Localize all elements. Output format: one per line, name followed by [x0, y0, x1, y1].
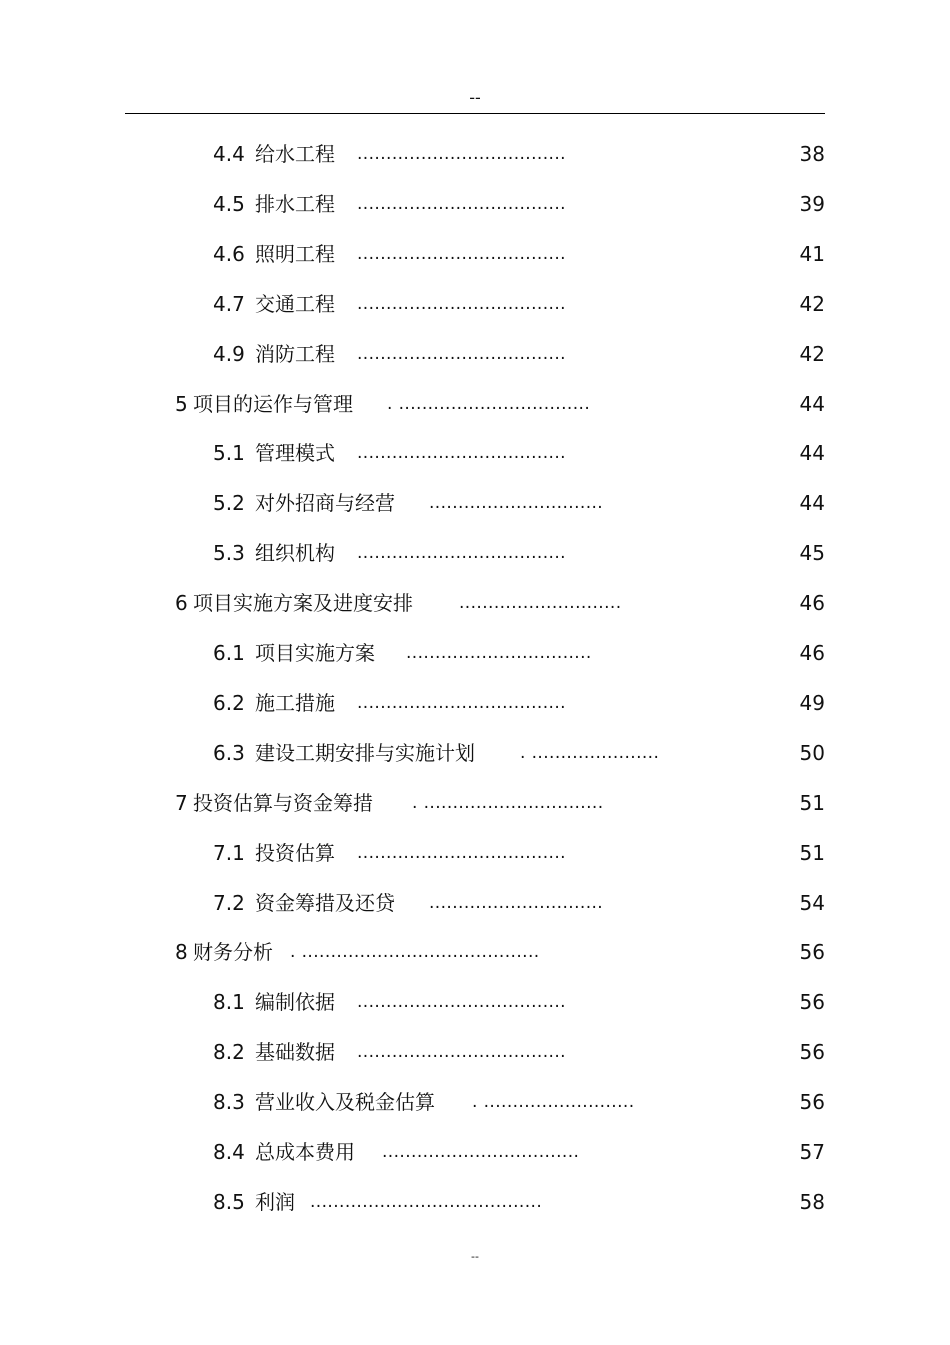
toc-page-number: 46 — [799, 591, 825, 616]
toc-section-entry[interactable] — [0, 488, 950, 518]
toc-page-number: 42 — [799, 291, 825, 316]
toc-page-number: 56 — [799, 1040, 825, 1065]
toc-entry-number: 7.2 — [213, 890, 245, 915]
toc-dot-leader: . ................................. — [387, 393, 591, 414]
toc-dot-leader: .................................... — [357, 243, 566, 264]
toc-entry-title: 施工措施 — [255, 690, 335, 715]
toc-page-number: 44 — [799, 491, 825, 516]
toc-entry-number: 7 — [175, 790, 188, 815]
toc-section-entry[interactable] — [0, 339, 950, 369]
toc-dot-leader: .................................... — [357, 293, 566, 314]
toc-entry-number: 6 — [175, 591, 188, 616]
toc-entry-title: 基础数据 — [255, 1040, 335, 1065]
toc-section-entry[interactable] — [0, 838, 950, 868]
toc-page-number: 57 — [799, 1140, 825, 1164]
toc-entry-title: 给水工程 — [255, 142, 335, 166]
toc-dot-leader: . ...................... — [520, 742, 660, 763]
toc-entry-number: 5.3 — [213, 541, 245, 566]
toc-entry-title: 交通工程 — [255, 291, 335, 316]
toc-entry-title: 对外招商与经营 — [255, 491, 395, 516]
toc-entry-number: 8.1 — [213, 990, 245, 1015]
toc-dot-leader: .................................... — [357, 992, 566, 1013]
toc-page-number: 51 — [799, 790, 825, 815]
toc-dot-leader: .................................... — [357, 1042, 566, 1063]
toc-chapter-entry[interactable] — [0, 788, 950, 818]
toc-page-number: 56 — [799, 1090, 825, 1115]
toc-page-number: 39 — [799, 191, 825, 216]
toc-dot-leader: . ......................................... — [290, 942, 540, 963]
toc-dot-leader: .................................. — [382, 1142, 580, 1162]
toc-section-entry[interactable] — [0, 139, 950, 169]
toc-entry-title: 排水工程 — [255, 191, 335, 216]
toc-page-number: 49 — [799, 690, 825, 715]
toc-entry-title: 营业收入及税金估算 — [255, 1090, 435, 1115]
toc-page-number: 58 — [799, 1189, 825, 1214]
toc-page-number: 44 — [799, 391, 825, 416]
toc-entry-number: 8 — [175, 940, 188, 965]
toc-entry-title: 总成本费用 — [255, 1140, 355, 1164]
toc-section-entry[interactable] — [0, 189, 950, 219]
toc-page-number: 42 — [799, 341, 825, 366]
toc-entry-number: 5.1 — [213, 441, 245, 466]
toc-page-number: 44 — [799, 441, 825, 466]
toc-entry-number: 6.1 — [213, 641, 245, 665]
toc-chapter-entry[interactable] — [0, 389, 950, 419]
toc-page-number: 38 — [799, 142, 825, 166]
toc-entry-title: 资金筹措及还贷 — [255, 890, 395, 915]
toc-section-entry[interactable] — [0, 638, 950, 668]
toc-dot-leader: .............................. — [429, 493, 604, 514]
toc-entry-number: 8.3 — [213, 1090, 245, 1115]
toc-entry-title: 消防工程 — [255, 341, 335, 366]
toc-entry-number: 8.5 — [213, 1189, 245, 1214]
toc-page-number: 41 — [799, 241, 825, 266]
toc-entry-number: 4.7 — [213, 291, 245, 316]
toc-dot-leader: ............................ — [459, 593, 622, 614]
toc-section-entry[interactable] — [0, 1037, 950, 1067]
toc-entry-title: 项目实施方案及进度安排 — [193, 591, 413, 616]
toc-entry-number: 5.2 — [213, 491, 245, 516]
toc-page-number: 51 — [799, 840, 825, 865]
toc-section-entry[interactable] — [0, 1087, 950, 1117]
toc-dot-leader: .................................... — [357, 842, 566, 863]
toc-dot-leader: .................................... — [357, 343, 566, 364]
toc-entry-number: 5 — [175, 391, 188, 416]
toc-entry-title: 投资估算与资金筹措 — [193, 790, 373, 815]
page-footer-mark: -- — [471, 1250, 479, 1263]
toc-entry-number: 6.3 — [213, 740, 245, 765]
toc-chapter-entry[interactable] — [0, 588, 950, 618]
toc-section-entry[interactable] — [0, 289, 950, 319]
toc-entry-title: 编制依据 — [255, 990, 335, 1015]
toc-entry-title: 建设工期安排与实施计划 — [255, 740, 475, 765]
toc-dot-leader: .................................... — [357, 144, 566, 164]
toc-entry-number: 7.1 — [213, 840, 245, 865]
toc-entry-number: 6.2 — [213, 690, 245, 715]
toc-entry-number: 4.9 — [213, 341, 245, 366]
toc-entry-number: 4.6 — [213, 241, 245, 266]
toc-dot-leader: . ............................... — [412, 792, 604, 813]
toc-dot-leader: . .......................... — [472, 1092, 635, 1113]
toc-dot-leader: .............................. — [429, 892, 604, 913]
toc-section-entry[interactable] — [0, 987, 950, 1017]
toc-entry-title: 照明工程 — [255, 241, 335, 266]
toc-dot-leader: ........................................ — [310, 1191, 543, 1212]
toc-section-entry[interactable] — [0, 239, 950, 269]
toc-section-entry[interactable] — [0, 538, 950, 568]
toc-entry-number: 4.4 — [213, 142, 245, 166]
toc-dot-leader: .................................... — [357, 193, 566, 214]
toc-section-entry[interactable] — [0, 1187, 950, 1217]
toc-dot-leader: .................................... — [357, 443, 566, 464]
toc-entry-title: 组织机构 — [255, 541, 335, 566]
toc-page-number: 56 — [799, 940, 825, 965]
toc-page-number: 50 — [799, 740, 825, 765]
toc-section-entry[interactable] — [0, 888, 950, 918]
toc-page-number: 56 — [799, 990, 825, 1015]
toc-section-entry[interactable] — [0, 738, 950, 768]
toc-entry-title: 财务分析 — [193, 940, 273, 965]
toc-page-number: 54 — [799, 890, 825, 915]
toc-dot-leader: ................................ — [406, 643, 592, 663]
page-header-mark: -- — [469, 88, 481, 107]
toc-dot-leader: .................................... — [357, 543, 566, 564]
toc-entry-title: 投资估算 — [255, 840, 335, 865]
toc-entry-title: 项目实施方案 — [255, 641, 375, 665]
toc-section-entry[interactable] — [0, 688, 950, 718]
toc-section-entry[interactable] — [0, 1137, 950, 1167]
toc-entry-number: 8.2 — [213, 1040, 245, 1065]
toc-entry-title: 项目的运作与管理 — [193, 391, 353, 416]
toc-entry-number: 4.5 — [213, 191, 245, 216]
toc-chapter-entry[interactable] — [0, 937, 950, 967]
toc-entry-title: 利润 — [255, 1189, 295, 1214]
toc-entry-title: 管理模式 — [255, 441, 335, 466]
toc-page-number: 45 — [799, 541, 825, 566]
toc-dot-leader: .................................... — [357, 692, 566, 713]
toc-entry-number: 8.4 — [213, 1140, 245, 1164]
toc-page-number: 46 — [799, 641, 825, 665]
toc-section-entry[interactable] — [0, 438, 950, 468]
